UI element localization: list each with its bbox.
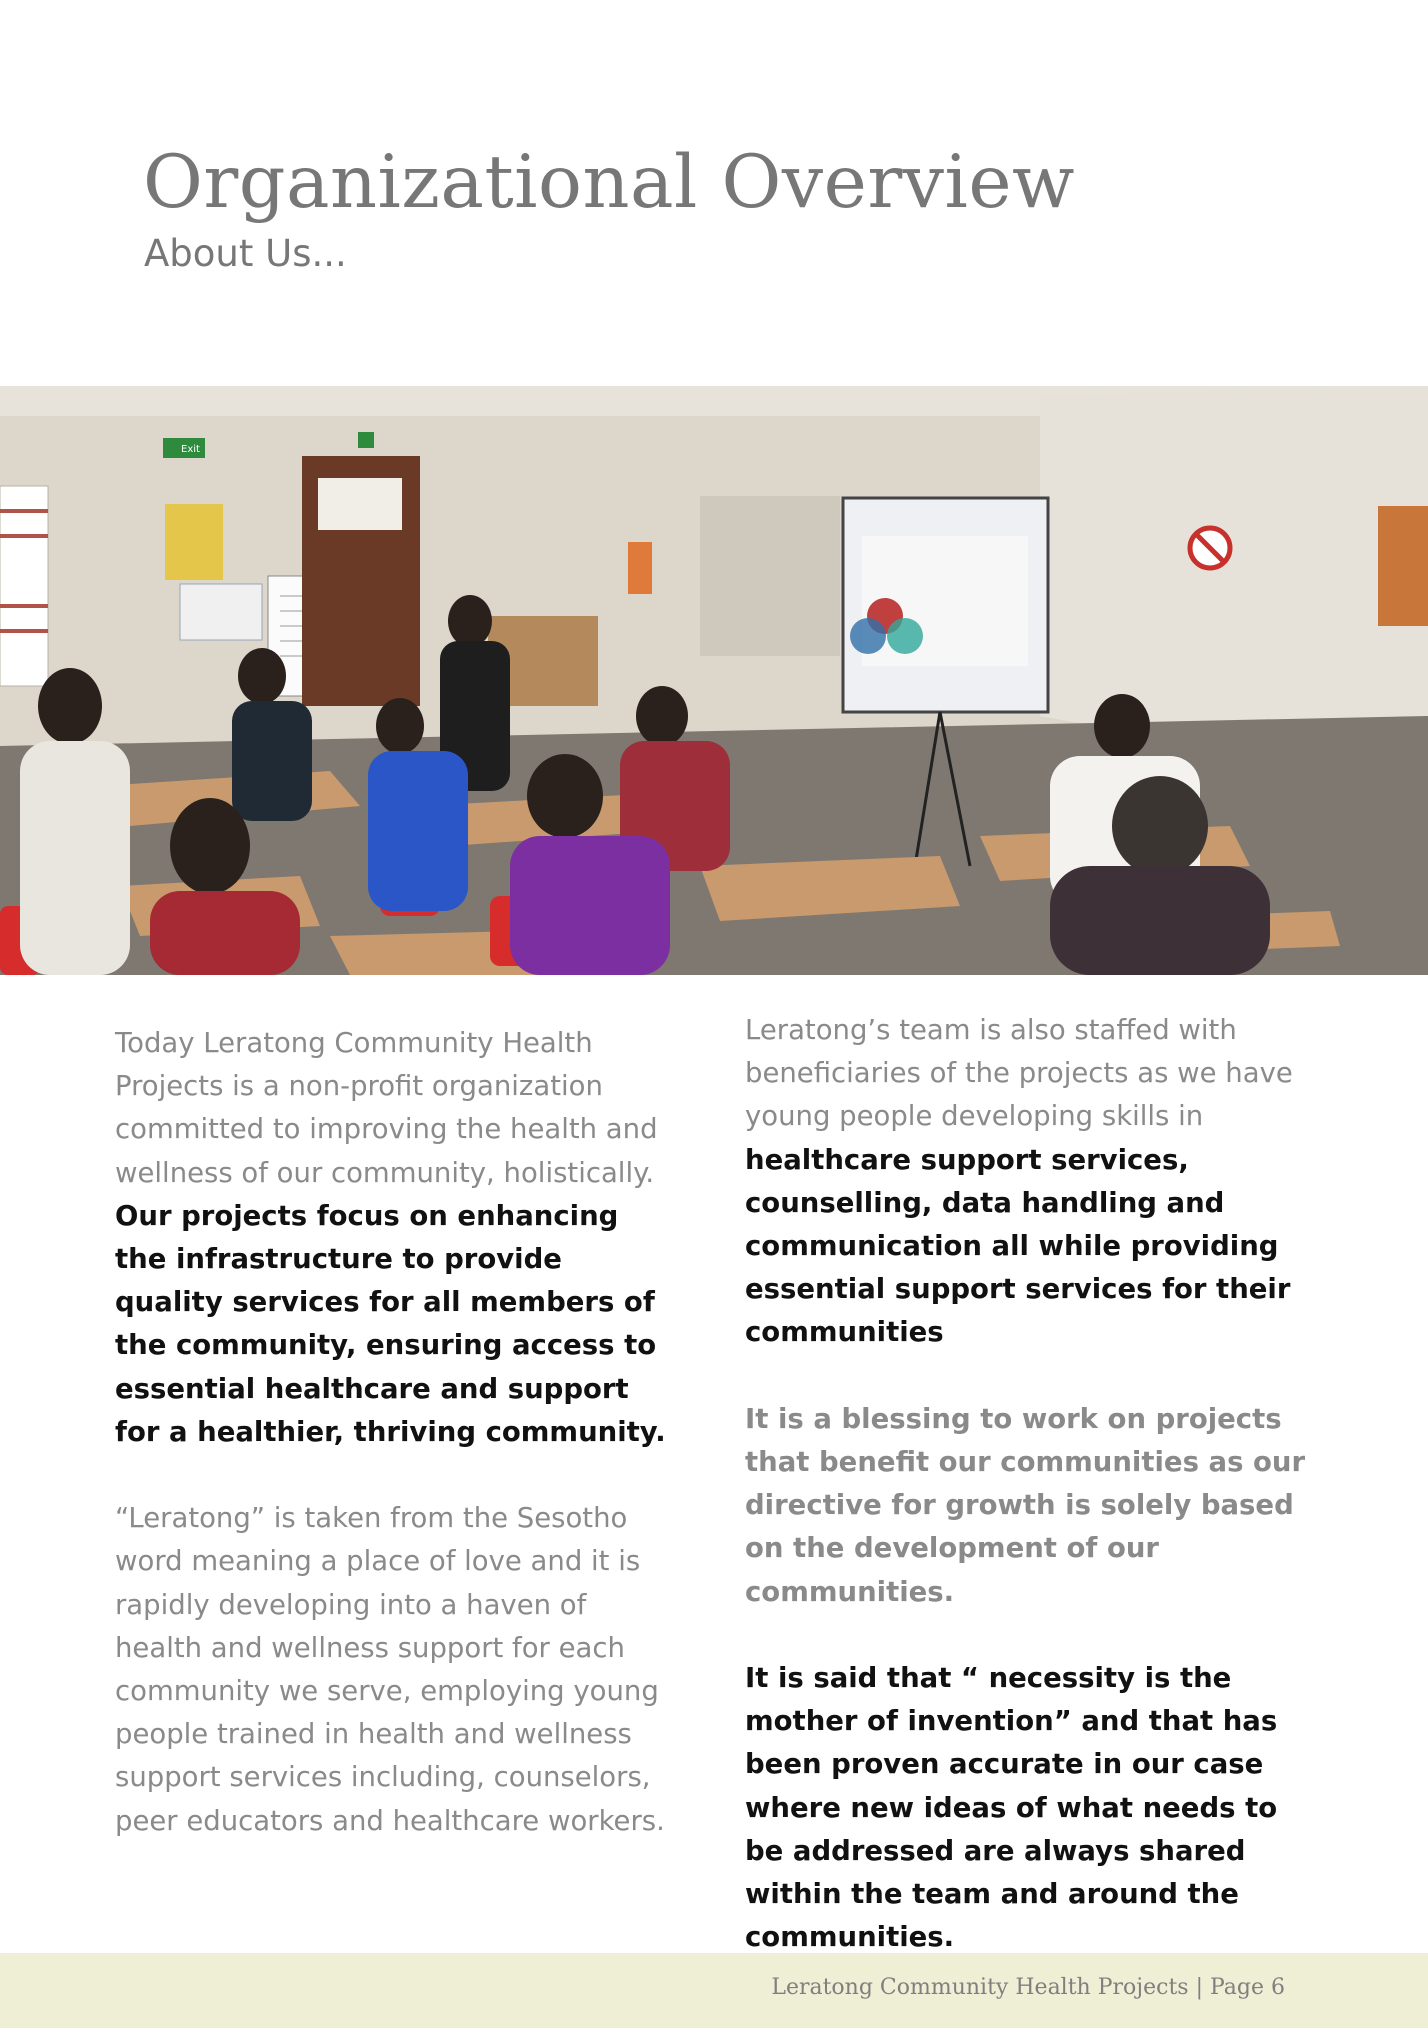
info-board: [180, 584, 262, 640]
wall-recess: [700, 496, 840, 656]
no-smoking-sign: [1190, 528, 1230, 568]
exit-sign-text: Exit: [181, 444, 200, 455]
projects-focus-text: Our projects focus on enhancing the infrastructure to provide quality services for all members of the community, ensuring access to essential healthcare and support for a healthier, thriving community.: [115, 1199, 666, 1448]
page-footer: [0, 1953, 1428, 2028]
accessibility-sign: [358, 432, 374, 448]
leratong-meaning-paragraph: “Leratong” is taken from the Sesotho word meaning a place of love and it is rapidly developing into a haven of health and wellness support for each community we serve, employing young people trained in health and wellness support services including, counselors, peer educators and healthcare workers.: [115, 1502, 665, 1837]
poster-right: [1378, 506, 1428, 626]
skills-text: healthcare support services, counselling, data handling and communication all while providing essential support services for their communities: [745, 1143, 1291, 1349]
paragraph-team-right: [745, 1009, 1315, 1355]
exit-sign: [163, 438, 205, 458]
poster-small: [628, 542, 652, 594]
left-column: [115, 1022, 670, 1843]
classroom-photo: [0, 386, 1428, 975]
right-column: [745, 1009, 1315, 1959]
page-subtitle: About Us...: [144, 232, 347, 275]
door: [302, 456, 420, 706]
paragraph-intro-left: [115, 1022, 670, 1454]
footer-page-label: Leratong Community Health Projects | Page 6: [771, 1975, 1285, 2000]
necessity-paragraph: It is said that “ necessity is the mother of invention” and that has been proven accurate in our case where new ideas of what needs to be addressed are always shared within the team and around the communities.: [745, 1662, 1278, 1954]
team-intro-text: Leratong’s team is also staffed with beneficiaries of the projects as we have young people developing skills in: [745, 1014, 1293, 1133]
page-title: Organizational Overview: [143, 140, 1076, 225]
poster-yellow: [165, 504, 223, 580]
window-left: [0, 486, 48, 686]
intro-text: Today Leratong Community Health Projects is a non-profit organization committed to improving the health and wellness of our community, holistically.: [115, 1027, 658, 1189]
blessing-paragraph: It is a blessing to work on projects that benefit our communities as our directive for growth is solely based on the development of our communities.: [745, 1402, 1306, 1608]
